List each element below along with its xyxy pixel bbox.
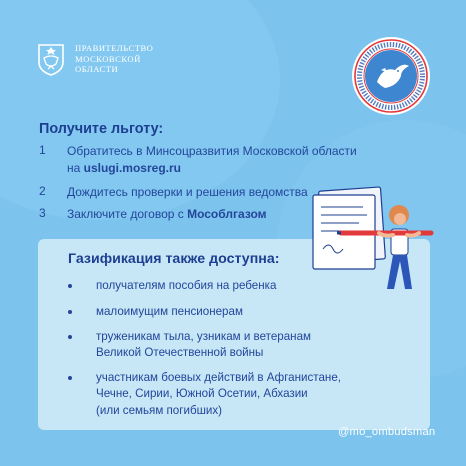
panel-title: Газификация также доступна: — [68, 251, 280, 267]
government-name-line: ПРАВИТЕЛЬСТВО — [75, 43, 154, 54]
list-item-line: (или семьям погибших) — [96, 403, 223, 417]
government-logo — [36, 42, 153, 76]
list-item-text — [96, 370, 341, 419]
step-text — [67, 206, 267, 223]
ombudsman-seal-icon — [351, 36, 431, 116]
step-number: 1 — [39, 143, 46, 157]
step-number: 2 — [39, 184, 46, 198]
step-text: Дождитесь проверки и решения ведомства — [67, 185, 308, 199]
bullet-icon — [68, 335, 72, 339]
bullet-icon — [68, 310, 72, 314]
step-text-line: Обратитесь в Минсоцразвития Московской области — [67, 144, 357, 158]
website-link[interactable]: uslugi.mosreg.ru — [83, 161, 181, 175]
bullet-icon — [68, 376, 72, 380]
step-number: 3 — [39, 206, 46, 220]
social-handle[interactable]: @mo_ombudsman — [338, 426, 436, 438]
page-title: Получите льготу: — [39, 121, 164, 137]
list-item-line: малоимущим пенсионерам — [96, 305, 243, 318]
list-item-line: Чечне, Сирии, Южной Осетии, Абхазии — [96, 387, 308, 401]
list-item-line: Великой Отечественной войны — [96, 346, 264, 360]
list-item-line: получателям пособия на ребенка — [96, 279, 277, 292]
company-name: Мособлгазом — [187, 207, 267, 221]
step-text-part: Заключите договор с — [67, 207, 188, 221]
step-text-part: на — [67, 161, 84, 175]
government-name-line: ОБЛАСТИ — [75, 64, 119, 75]
list-item-line: труженикам тыла, узникам и ветеранам — [96, 330, 311, 343]
moscow-region-crest-icon — [36, 42, 66, 76]
document-signing-illustration — [307, 185, 442, 291]
step-text — [67, 143, 357, 177]
government-name — [75, 43, 153, 74]
list-item-text — [96, 329, 311, 362]
list-item-text — [96, 278, 276, 294]
government-name-line: МОСКОВСКОЙ — [75, 53, 141, 64]
list-item-text — [96, 304, 243, 320]
list-item-line: участникам боевых действий в Афганистане, — [96, 371, 341, 384]
step-text-line — [67, 160, 357, 177]
bullet-icon — [68, 284, 72, 288]
